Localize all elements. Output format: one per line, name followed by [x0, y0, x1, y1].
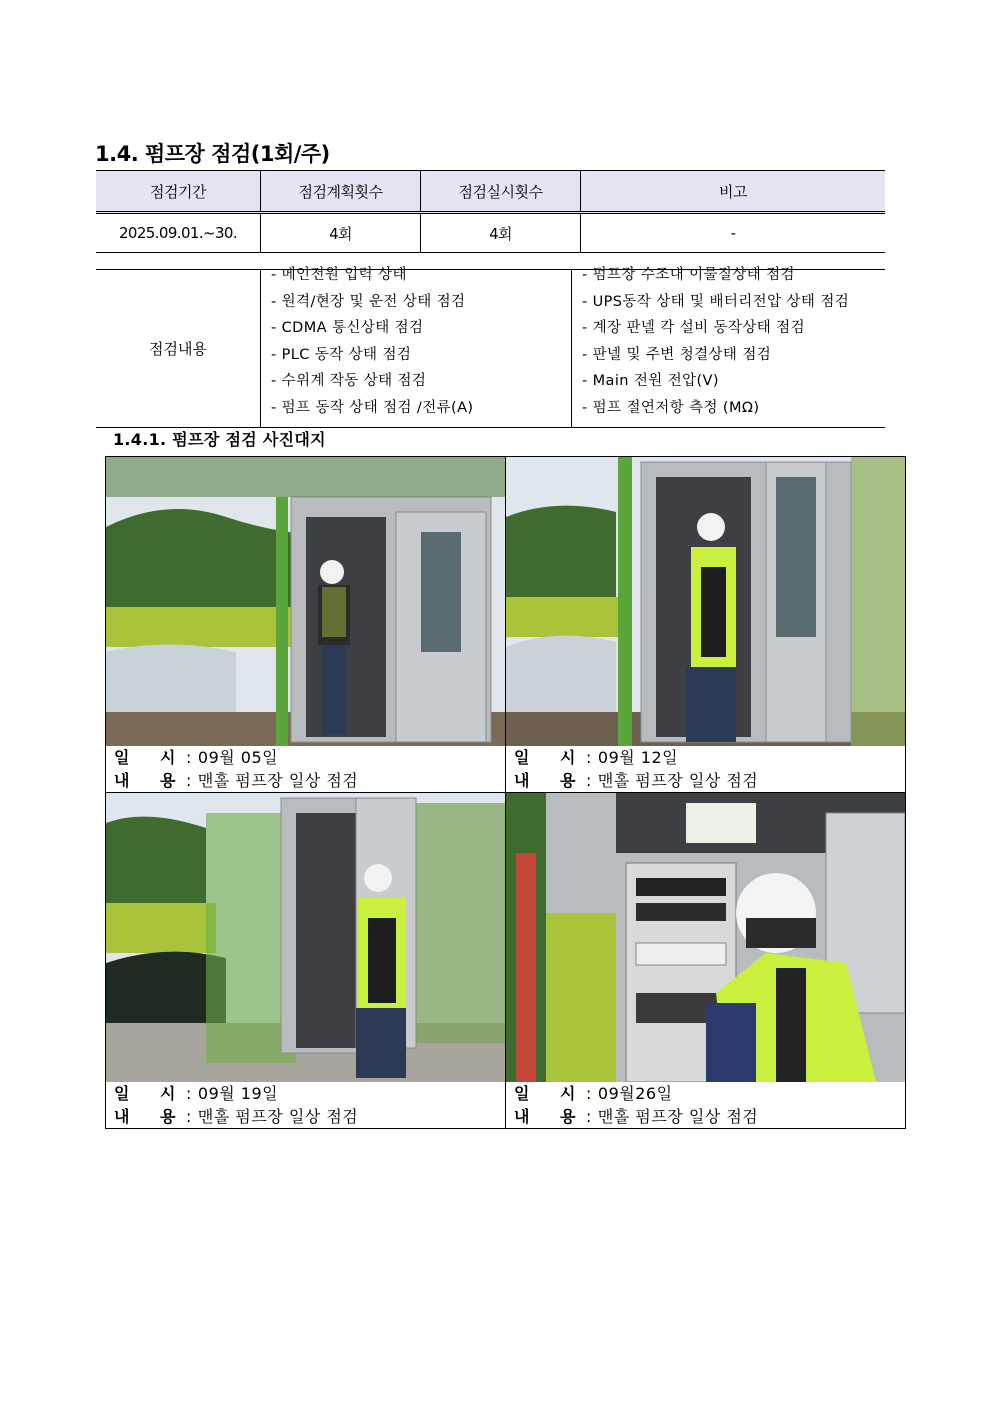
caption-date-label-b: 시 [160, 1084, 176, 1103]
photo-caption [506, 746, 905, 792]
inspection-photo [506, 457, 905, 746]
caption-content: 맨홀 펌프장 일상 점검 [597, 1107, 759, 1126]
photo-caption [106, 1082, 505, 1128]
caption-content-label-b: 용 [160, 1107, 176, 1126]
cell-actual-count: 4회 [421, 213, 581, 253]
caption-date-label-a: 일 [114, 1084, 130, 1103]
caption-separator: : [186, 1107, 192, 1126]
photo-cell [106, 793, 506, 1129]
caption-content-label-b: 용 [160, 771, 176, 790]
caption-date-label-b: 시 [560, 1084, 576, 1103]
photo-section-title: 1.4.1. 펌프장 점검 사진대지 [113, 430, 326, 449]
list-item: - UPS동작 상태 및 배터리전압 상태 점검 [582, 293, 850, 310]
table-row [96, 213, 885, 253]
list-item: - 펌프 동작 상태 점검 /전류(A) [271, 399, 474, 416]
inspection-content-table [96, 269, 885, 428]
content-right-column [572, 267, 886, 428]
inspection-photo [106, 457, 505, 746]
caption-date: 09월 12일 [597, 748, 679, 767]
list-item: - 판넬 및 주변 청결상태 점검 [582, 346, 772, 363]
list-item: - 수위계 작동 상태 점검 [271, 373, 427, 389]
photo-caption [506, 1082, 905, 1128]
caption-separator: : [186, 771, 192, 790]
section-title: 1.4. 펌프장 점검(1회/주) [95, 142, 330, 166]
caption-separator: : [586, 1084, 592, 1103]
caption-content: 맨홀 펌프장 일상 점검 [197, 1107, 359, 1126]
list-item: - 원격/현장 및 운전 상태 점검 [271, 293, 466, 310]
caption-content-label-a: 내 [114, 771, 130, 790]
caption-content-label-a: 내 [514, 1107, 530, 1126]
inspection-summary-table [96, 170, 885, 253]
caption-separator: : [186, 1084, 192, 1103]
header-actual-count: 점검실시횟수 [421, 171, 581, 213]
caption-content-label-a: 내 [114, 1107, 130, 1126]
caption-separator: : [586, 771, 592, 790]
photo-cell [106, 457, 506, 793]
caption-date-label-a: 일 [114, 748, 130, 767]
caption-content: 맨홀 펌프장 일상 점검 [197, 771, 359, 790]
caption-date: 09월26일 [597, 1084, 673, 1103]
caption-content-label-b: 용 [560, 1107, 576, 1126]
photo-table [105, 456, 906, 1129]
caption-date-label-b: 시 [560, 748, 576, 767]
content-label: 점검내용 [96, 270, 261, 428]
table-header-row [96, 171, 885, 213]
cell-period: 2025.09.01.~30. [96, 213, 261, 253]
caption-separator: : [586, 1107, 592, 1126]
content-left-column [261, 267, 572, 428]
header-period: 점검기간 [96, 171, 261, 213]
photo-cell [506, 793, 906, 1129]
list-item: - PLC 동작 상태 점검 [271, 346, 412, 363]
header-planned-count: 점검계획횟수 [261, 171, 421, 213]
cell-remarks: - [581, 213, 886, 253]
photo-caption [106, 746, 505, 792]
inspection-photo [106, 793, 505, 1082]
caption-separator: : [186, 748, 192, 767]
caption-date: 09월 05일 [197, 748, 279, 767]
caption-date-label-a: 일 [514, 748, 530, 767]
header-remarks: 비고 [581, 171, 886, 213]
list-item: - Main 전원 전압(V) [582, 373, 719, 389]
caption-date: 09월 19일 [197, 1084, 279, 1103]
list-item: - 펌프 절연저항 측정 (MΩ) [582, 399, 760, 416]
list-item: - 계장 판넬 각 설비 동작상태 점검 [582, 320, 805, 336]
caption-content-label-b: 용 [560, 771, 576, 790]
photo-cell [506, 457, 906, 793]
inspection-photo [506, 793, 905, 1082]
caption-date-label-b: 시 [160, 748, 176, 767]
caption-content-label-a: 내 [514, 771, 530, 790]
list-item: - 메인전원 입력 상태 [271, 267, 407, 283]
caption-separator: : [586, 748, 592, 767]
cell-planned-count: 4회 [261, 213, 421, 253]
caption-date-label-a: 일 [514, 1084, 530, 1103]
caption-content: 맨홀 펌프장 일상 점검 [597, 771, 759, 790]
list-item: - 펌프장 수조내 이물질상태 점검 [582, 267, 795, 283]
list-item: - CDMA 통신상태 점검 [271, 320, 424, 336]
